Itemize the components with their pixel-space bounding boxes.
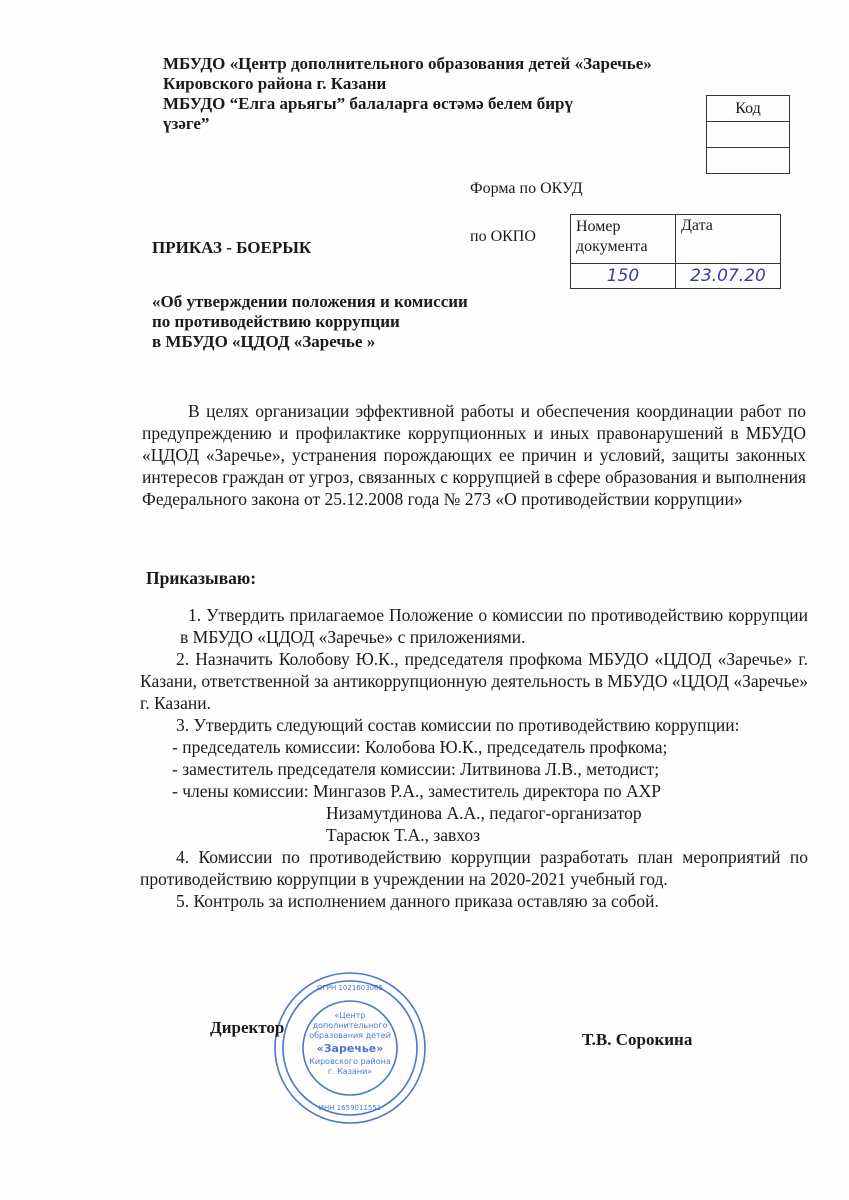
handwritten-number: 150 [606, 266, 640, 286]
order-items [140, 604, 808, 912]
form-okud-label: Форма по ОКУД [470, 180, 583, 197]
organization-stamp [270, 968, 430, 1128]
item-1: 1. Утвердить прилагаемое Положение о комиссии по противодействию коррупции в МБУДО «ЦДОД «Заречье» с приложениями. [180, 605, 808, 647]
member-2: - заместитель председателя комиссии: Литвинова Л.В., методист; [172, 759, 660, 779]
subject-line1: «Об утверждении положения и комиссии [152, 292, 468, 311]
member-4: Низамутдинова А.А., педагог-организатор [326, 803, 642, 823]
item-2: 2. Назначить Колобову Ю.К., председателя профкома МБУДО «ЦДОД «Заречье» г. Казани, ответственной за антикоррупционную деятельность в МБУДО «ЦДОД «Заречье» г. Казани. [140, 649, 808, 713]
subject-line3: в МБУДО «ЦДОД «Заречье » [152, 332, 376, 351]
org-name-line2: Кировского района г. Казани [163, 74, 387, 93]
stamp-line5: Кировского района [309, 1057, 391, 1066]
member-1: - председатель комиссии: Колобова Ю.К., председатель профкома; [172, 737, 668, 757]
member-5: Тарасюк Т.А., завхоз [326, 825, 481, 845]
member-3: - члены комиссии: Мингазов Р.А., заместитель директора по АХР [172, 781, 661, 801]
document-date-value [676, 264, 781, 289]
org-name-line4: үзәге” [163, 114, 210, 133]
document-title: ПРИКАЗ - БОЕРЫК [152, 238, 312, 257]
document-date-header: Дата [676, 215, 781, 264]
form-okpo-label: по ОКПО [470, 228, 536, 245]
stamp-inn: ИНН 1659011551 [318, 1104, 382, 1112]
document-number-value [571, 264, 676, 289]
code-table [706, 95, 790, 174]
org-name-line1: МБУДО «Центр дополнительного образования детей «Заречье» [163, 54, 652, 73]
document-number-table [570, 214, 781, 289]
organization-header [163, 54, 723, 134]
document-subject [152, 292, 468, 352]
stamp-line4: «Заречье» [316, 1042, 384, 1055]
signature-position: Директор [210, 1018, 285, 1037]
stamp-line3: образования детей [309, 1031, 391, 1040]
signature-name: Т.В. Сорокина [582, 1030, 693, 1049]
item-5: 5. Контроль за исполнением данного приказа оставляю за собой. [176, 891, 659, 911]
subject-line2: по противодействию коррупции [152, 312, 400, 331]
stamp-line1: «Центр [334, 1011, 366, 1020]
item-3: 3. Утвердить следующий состав комиссии по противодействию коррупции: [176, 715, 740, 735]
item-4: 4. Комиссии по противодействию коррупции разработать план мероприятий по противодействию коррупции в учреждении на 2020-2021 учебный год. [140, 847, 808, 889]
code-table-okud-cell [707, 122, 790, 148]
stamp-ogrn: ОГРН 1021603065 [316, 984, 384, 992]
code-table-header: Код [707, 96, 790, 122]
stamp-line6: г. Казани» [327, 1067, 373, 1076]
handwritten-date: 23.07.20 [690, 266, 766, 286]
preamble-text: В целях организации эффективной работы и обеспечения координации работ по предупреждению и профилактике коррупционных и иных правонарушений в МБУДО «ЦДОД «Заречье», устранения порождающих ее причин и условий, защиты законных интересов граждан от угроз, связанных с коррупцией в сфере образования и выполнения Федерального закона от 25.12.2008 года № 273 «О противодействии коррупции» [142, 401, 806, 509]
code-table-okpo-cell [707, 148, 790, 174]
preamble-paragraph [142, 400, 806, 510]
order-word: Приказываю: [146, 568, 257, 588]
document-number-header: Номер документа [571, 215, 676, 264]
stamp-line2: дополнительного [312, 1021, 388, 1030]
org-name-line3: МБУДО “Елга арьягы” балаларга өстәмә белем бирү [163, 94, 573, 113]
